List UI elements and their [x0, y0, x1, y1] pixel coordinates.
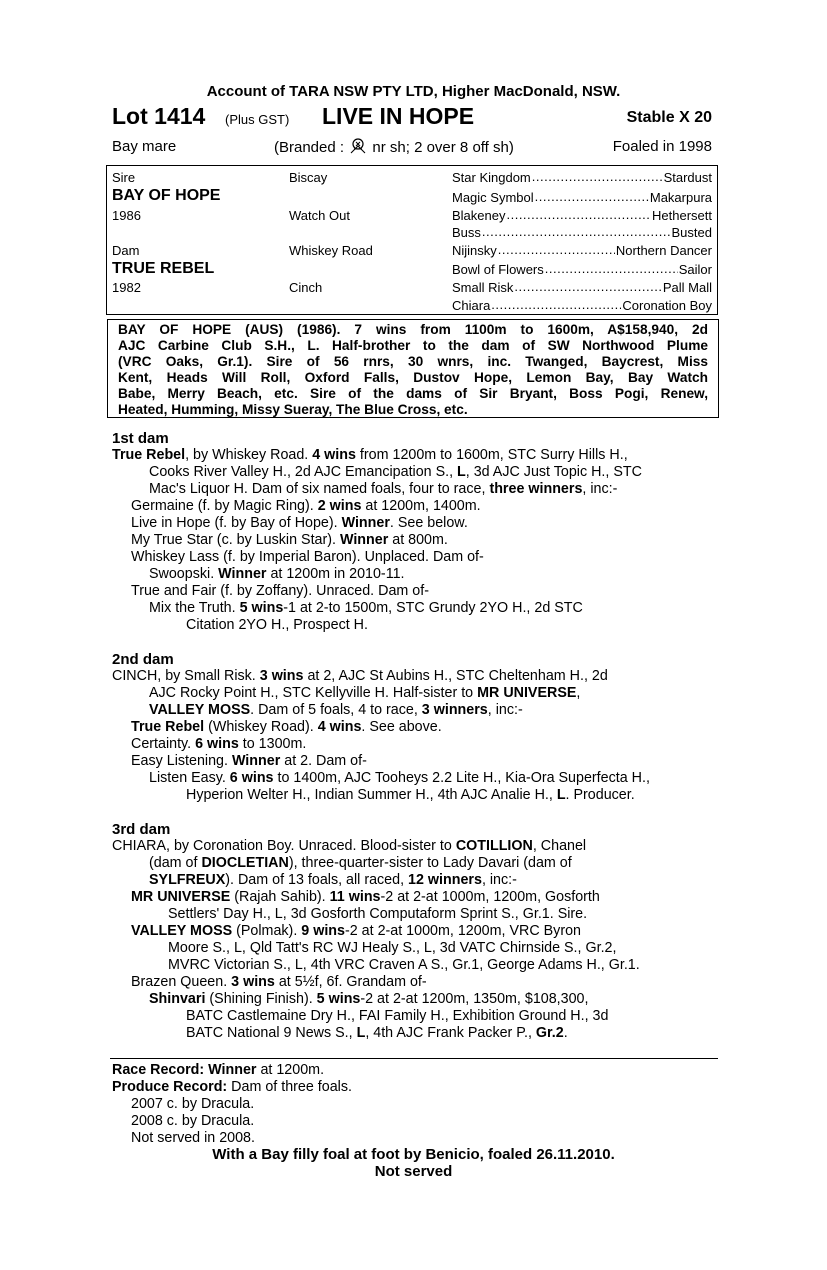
brand-symbol-icon	[348, 138, 368, 154]
race-record: Race Record: Winner at 1200m.	[112, 1062, 325, 1078]
sire-summary-line: Kent, Heads Will Roll, Oxford Falls, Dustov Hope, Lemon Bay, Bay Watch	[118, 370, 708, 385]
grandsire-maternal: Whiskey Road	[289, 243, 373, 258]
dam-year: 1982	[112, 280, 141, 295]
sire-summary-line: Babe, Merry Beach, etc. Sire of the dams of Sir Bryant, Boss Pogi, Renew,	[118, 386, 708, 401]
first-dam-heading: 1st dam	[112, 430, 169, 447]
brand-prefix: (Branded :	[274, 139, 345, 156]
second-dam-progeny: True Rebel (Whiskey Road). 4 wins. See above.	[131, 719, 442, 735]
horse-name: LIVE IN HOPE	[322, 103, 475, 129]
ancestor-row: Nijinsky ..... Northern Dancer	[452, 243, 712, 258]
ancestor-row: Small Risk ..... Pall Mall	[452, 280, 712, 295]
brand-suffix: nr sh; 2 over 8 off sh)	[372, 139, 514, 156]
second-dam-grand-progeny: Listen Easy. 6 wins to 1400m, AJC Tooheys 2.2 Lite H., Kia-Ora Superfecta H.,	[149, 770, 650, 786]
dam-name: TRUE REBEL	[112, 260, 215, 277]
third-dam-grand-progeny: BATC National 9 News S., L, 4th AJC Frank Packer P., Gr.2.	[186, 1025, 568, 1041]
sire-summary-line: Heated, Humming, Missy Sueray, The Blue Cross, etc.	[118, 402, 468, 417]
sire-summary-box	[107, 319, 719, 418]
first-dam-grand-progeny: Swoopski. Winner at 1200m in 2010-11.	[149, 566, 405, 582]
produce-record: Produce Record: Dam of three foals.	[112, 1079, 352, 1095]
foal-at-foot: With a Bay filly foal at foot by Benicio, foaled 26.11.2010.	[212, 1146, 615, 1163]
ancestor-row: Buss ..... Busted	[452, 225, 712, 240]
sex-colour: Bay mare	[112, 138, 177, 155]
sire-summary-line: BAY OF HOPE (AUS) (1986). 7 wins from 1100m to 1600m, A$158,940, 2d	[118, 322, 708, 337]
third-dam-grand-progeny: BATC Castlemaine Dry H., FAI Family H., Exhibition Ground H., 3d	[186, 1008, 609, 1024]
third-dam-heading: 3rd dam	[112, 821, 171, 838]
second-dam-line: CINCH, by Small Risk. 3 wins at 2, AJC St Aubins H., STC Cheltenham H., 2d	[112, 668, 608, 684]
third-dam-line: (dam of DIOCLETIAN), three-quarter-sister to Lady Davari (dam of	[149, 855, 572, 871]
first-dam-progeny: True and Fair (f. by Zoffany). Unraced. Dam of-	[131, 583, 429, 599]
third-dam-line: SYLFREUX). Dam of 13 foals, all raced, 12 winners, inc:-	[149, 872, 517, 888]
not-served-note: Not served	[374, 1163, 453, 1180]
first-dam-progeny: Live in Hope (f. by Bay of Hope). Winner. See below.	[131, 515, 468, 531]
grandsire-paternal: Biscay	[289, 170, 328, 185]
first-dam-progeny: Germaine (f. by Magic Ring). 2 wins at 1200m, 1400m.	[131, 498, 481, 514]
stable-number: Stable X 20	[626, 109, 712, 126]
ancestor-row: Bowl of Flowers ..... Sailor	[452, 262, 712, 277]
second-dam-progeny: Certainty. 6 wins to 1300m.	[131, 736, 307, 752]
produce-foal: 2008 c. by Dracula.	[131, 1113, 255, 1129]
vendor-account: Account of TARA NSW PTY LTD, Higher MacDonald, NSW.	[206, 83, 621, 100]
second-dam-line: VALLEY MOSS. Dam of 5 foals, 4 to race, 3 winners, inc:-	[149, 702, 523, 718]
third-dam-progeny: MR UNIVERSE (Rajah Sahib). 11 wins-2 at 2-at 1000m, 1200m, Gosforth	[131, 889, 600, 905]
plus-gst-note: (Plus GST)	[225, 112, 290, 127]
first-dam-line: Mac's Liquor H. Dam of six named foals, four to race, three winners, inc:-	[149, 481, 618, 497]
granddam-paternal: Watch Out	[289, 208, 350, 223]
third-dam-progeny: VALLEY MOSS (Polmak). 9 wins-2 at 2-at 1000m, 1200m, VRC Byron	[131, 923, 581, 939]
ancestor-row: Star Kingdom ..... Stardust	[452, 170, 712, 185]
granddam-maternal: Cinch	[289, 280, 323, 295]
second-dam-line: AJC Rocky Point H., STC Kellyville H. Half-sister to MR UNIVERSE,	[149, 685, 581, 701]
produce-foal: 2007 c. by Dracula.	[131, 1096, 255, 1112]
produce-foal: Not served in 2008.	[131, 1130, 255, 1146]
first-dam-line: True Rebel, by Whiskey Road. 4 wins from 1200m to 1600m, STC Surry Hills H.,	[112, 447, 628, 463]
third-dam-line: CHIARA, by Coronation Boy. Unraced. Blood-sister to COTILLION, Chanel	[112, 838, 587, 854]
section-divider	[110, 1058, 718, 1059]
sire-summary-line: AJC Carbine Club S.H., L. Half-brother to the dam of SW Northwood Plume	[118, 338, 708, 353]
first-dam-line: Cooks River Valley H., 2d AJC Emancipation S., L, 3d AJC Just Topic H., STC	[149, 464, 642, 480]
sire-name: BAY OF HOPE	[112, 187, 221, 204]
third-dam-progeny: MVRC Victorian S., L, 4th VRC Craven A S., Gr.1, George Adams H., Gr.1.	[168, 957, 640, 973]
ancestor-row: Chiara ..... Coronation Boy	[452, 298, 712, 313]
first-dam-progeny: Whiskey Lass (f. by Imperial Baron). Unplaced. Dam of-	[131, 549, 484, 565]
pedigree-table	[106, 165, 718, 315]
ancestor-row: Magic Symbol ..... Makarpura	[452, 190, 712, 205]
sire-year: 1986	[112, 208, 141, 223]
first-dam-grand-progeny: Citation 2YO H., Prospect H.	[186, 617, 368, 633]
second-dam-progeny: Easy Listening. Winner at 2. Dam of-	[131, 753, 367, 769]
third-dam-progeny: Brazen Queen. 3 wins at 5½f, 6f. Grandam of-	[131, 974, 427, 990]
foaled-year: Foaled in 1998	[612, 138, 712, 155]
ancestor-row: Blakeney ..... Hethersett	[452, 208, 712, 223]
second-dam-heading: 2nd dam	[112, 651, 174, 668]
sire-summary-line: (VRC Oaks, Gr.1). Sire of 56 rnrs, 30 wnrs, inc. Twanged, Baycrest, Miss	[118, 354, 708, 369]
lot-number: Lot 1414	[112, 103, 206, 129]
dam-label: Dam	[112, 243, 140, 258]
brand-info	[274, 138, 514, 156]
first-dam-grand-progeny: Mix the Truth. 5 wins-1 at 2-to 1500m, STC Grundy 2YO H., 2d STC	[149, 600, 583, 616]
second-dam-grand-progeny: Hyperion Welter H., Indian Summer H., 4th AJC Analie H., L. Producer.	[186, 787, 635, 803]
first-dam-progeny: My True Star (c. by Luskin Star). Winner at 800m.	[131, 532, 448, 548]
sire-label: Sire	[112, 170, 136, 185]
third-dam-grand-progeny: Shinvari (Shining Finish). 5 wins-2 at 2-at 1200m, 1350m, $108,300,	[149, 991, 589, 1007]
third-dam-progeny: Moore S., L, Qld Tatt's RC WJ Healy S., L, 3d VATC Chirnside S., Gr.2,	[168, 940, 617, 956]
third-dam-progeny: Settlers' Day H., L, 3d Gosforth Computaform Sprint S., Gr.1. Sire.	[168, 906, 588, 922]
